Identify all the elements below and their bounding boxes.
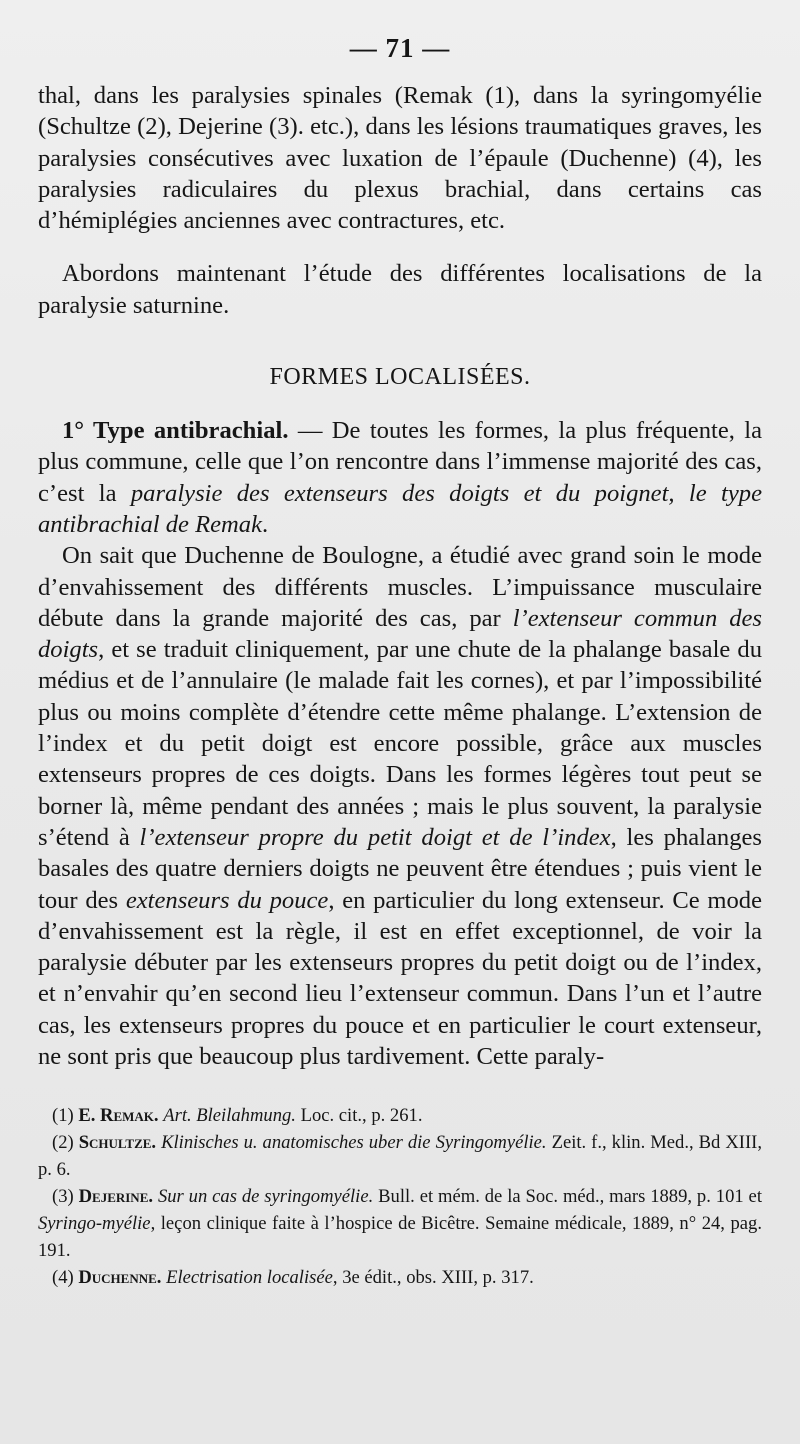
footnote-title: Klinisches u. anatomisches uber die Syringomyélie.	[161, 1132, 547, 1154]
paragraph-2: Abordons maintenant l’étude des différentes localisations de la paralysie saturnine.	[38, 260, 762, 319]
italic-run: paralysie des extenseurs des doigts et du poignet, le type antibrachial de Remak	[38, 479, 762, 538]
paragraph-4	[38, 540, 762, 1072]
text-run: , les phalanges basales des quatre derniers doigts ne peuvent être étendues ; puis vient le tour des	[38, 823, 762, 914]
text-run: , et se traduit cliniquement, par une chute de la phalange basale du médius et de l’annulaire (le malade fait les cornes), et par l’impossibilité plus ou moins complète d’étendre cette même phalange. L’extension de l’index et du petit doigt est encore possible, grâce aux muscles extenseurs propres de ces doigts. Dans les formes légères tout peut se borner là, même pendant des années ; mais le plus souvent, la paralysie s’étend à	[38, 636, 762, 851]
footnote-title: Sur un cas de syringomyélie.	[157, 1186, 374, 1208]
footnote-number: (2)	[52, 1132, 74, 1154]
main-text	[38, 80, 762, 1072]
text-run: On sait que Duchenne de Boulogne, a étudié avec grand soin le mode d’envahissement des différents muscles. L’impuissance musculaire débute dans la grande majorité des cas, par	[38, 542, 762, 632]
paragraph-1: thal, dans les paralysies spinales (Remak (1), dans la syringomyélie (Schultze (2), Dejerine (3). etc.), dans les lésions traumatiques graves, les paralysies consécutives avec luxation de l’épaule (Duchenne) (4), les paralysies radiculaires du plexus brachial, dans certains cas d’hémiplégies anciennes avec contractures, etc.	[38, 82, 762, 235]
footnote-reference: Bull. et mém. de la Soc. méd., mars 1889, p. 101 et	[373, 1186, 762, 1208]
footnote-author: Dejerine.	[78, 1186, 154, 1208]
footnote-title: Art. Bleilahmung.	[163, 1105, 296, 1127]
italic-run: extenseurs du pouce	[125, 886, 329, 914]
footnote-title: Electrisation localisée	[166, 1267, 333, 1289]
footnote-author: E. Remak.	[78, 1105, 159, 1127]
footnote-number: (1)	[52, 1105, 74, 1127]
page-number: — 71 —	[349, 33, 451, 63]
footnote-author: Duchenne.	[78, 1267, 162, 1289]
footnote-reference: Loc. cit., p. 261.	[295, 1105, 423, 1127]
type-heading: 1° Type antibrachial.	[62, 417, 289, 445]
section-heading: FORMES LOCALISÉES.	[269, 364, 531, 391]
paragraph-3	[38, 415, 762, 540]
footnote-title: Syringo-myélie	[38, 1213, 151, 1235]
footnote-3	[38, 1183, 762, 1264]
italic-run: l’extenseur propre du petit doigt et de l’index	[139, 823, 611, 851]
footnote-4	[38, 1264, 762, 1291]
footnote-author: Schultze.	[78, 1132, 157, 1154]
text-run: — De toutes les formes, la plus fréquente, la plus commune, celle que l’on rencontre dans l’immense majorité des cas, c’est la	[38, 417, 763, 507]
footnote-1	[38, 1102, 762, 1129]
footnote-reference: , 3e édit., obs. XIII, p. 317.	[332, 1267, 534, 1289]
text-run: .	[262, 510, 269, 538]
footnotes	[38, 1102, 762, 1291]
text-run: , en particulier du long extenseur. Ce mode d’envahissement est la règle, il est en effet exceptionnel, de voir la paralysie débuter par les extenseurs propres du petit doigt ou de l’index, et n’envahir qu’en second lieu l’extenseur commun. Dans l’un et l’autre cas, les extenseurs propres du pouce et en particulier le court extenseur, ne sont pris que beaucoup plus tardivement. Cette paraly-	[38, 886, 762, 1071]
footnote-2	[38, 1129, 762, 1183]
italic-run: l’extenseur commun des doigts	[38, 604, 762, 664]
footnote-number: (3)	[52, 1186, 74, 1208]
footnote-number: (4)	[52, 1267, 74, 1289]
footnote-reference: Zeit. f., klin. Med., Bd XIII, p. 6.	[38, 1132, 763, 1181]
footnote-reference: , leçon clinique faite à l’hospice de Bicêtre. Semaine médicale, 1889, n° 24, pag. 191.	[38, 1213, 762, 1262]
